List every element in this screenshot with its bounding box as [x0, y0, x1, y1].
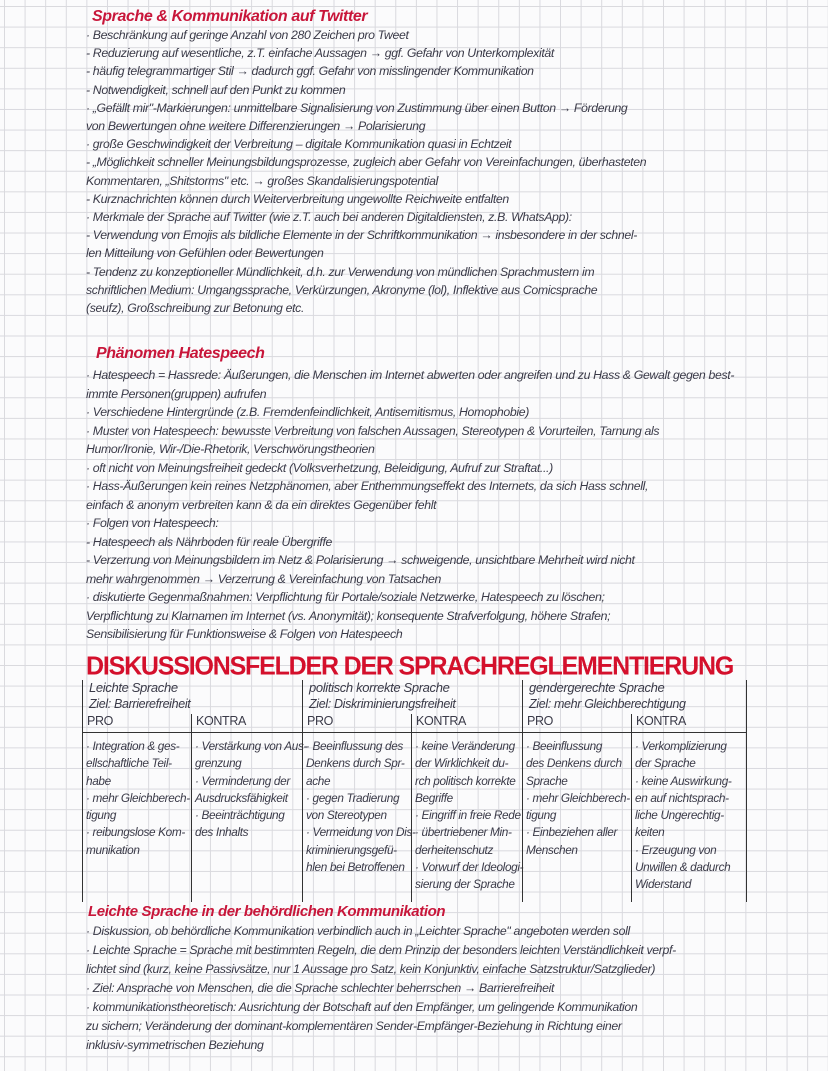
note-line: Kommentaren, „Shitstorms" etc. → großes Skandalisierungspotential — [86, 173, 439, 188]
note-line: · Verminderung der — [195, 773, 290, 788]
contra-items — [635, 738, 732, 894]
note-line: schriftlichen Medium: Umgangssprache, Verkürzungen, Akronyme (lol), Inflektive aus Comicsprache — [86, 282, 598, 297]
note-line: · Muster von Hatespeech: bewusste Verbreitung von falschen Aussagen, Stereotypen & Vorurteilen, Tarnung als — [86, 423, 660, 438]
note-line: hlen bei Betroffenen — [306, 860, 405, 875]
contra-label: KONTRA — [196, 714, 246, 728]
note-line: tigung — [526, 808, 557, 823]
note-line: · Merkmale der Sprache auf Twitter (wie z.T. auch bei anderen Digitaldiensten, z.B. WhatsApp): — [86, 210, 572, 225]
note-line: mehr wahrgenommen → Verzerrung & Vereinfachung von Tatsachen — [86, 571, 441, 586]
note-line: · diskutierte Gegenmaßnahmen: Verpflichtung für Portale/soziale Netzwerke, Hatespeech zu löschen; — [86, 590, 605, 604]
heading-discussion: DISKUSSIONSFELDER DER SPRACHREGLEMENTIERUNG — [86, 651, 734, 681]
contra-column — [191, 714, 308, 902]
pro-column — [303, 714, 416, 902]
note-line: - Notwendigkeit, schnell auf den Punkt zu kommen — [86, 82, 346, 97]
note-line: Sensibilisierung für Funktionsweise & Folgen von Hatespeech — [86, 627, 403, 641]
note-line: (seufz), Großschreibung zur Betonung etc. — [86, 301, 305, 316]
note-line: ellschaftliche Teil- — [86, 756, 172, 771]
note-line: lichtet sind (kurz, keine Passivsätze, nur 1 Aussage pro Satz, kein Konjunktiv, einfache Satzstruktur/Satzglieder) — [86, 962, 656, 976]
contra-label: KONTRA — [636, 714, 686, 728]
note-line: liche Ungerechtig- — [635, 808, 724, 823]
note-line: Ausdrucksfähigkeit — [195, 790, 288, 805]
note-line: · kommunikationstheoretisch: Ausrichtung der Botschaft auf den Empfänger, um gelingende Kommunikation — [86, 1000, 638, 1014]
heading-leichte-sprache: Leichte Sprache in der behördlichen Kommunikation — [88, 903, 446, 920]
note-line: - häufig telegrammartiger Stil → dadurch ggf. Gefahr von misslingender Kommunikation — [86, 64, 534, 79]
pro-column — [523, 714, 633, 902]
note-line: · mehr Gleichberech- — [526, 790, 630, 805]
contra-items — [195, 738, 307, 842]
note-line: · „Gefällt mir"-Markierungen: unmittelbare Signalisierung von Zustimmung über einen Button → Förderung — [86, 100, 628, 115]
group-title: politisch korrekte Sprache — [309, 680, 450, 695]
note-line: - Reduzierung auf wesentliche, z.T. einfache Aussagen → ggf. Gefahr von Unterkomplexität — [86, 46, 554, 61]
pro-label: PRO — [307, 714, 334, 728]
group-title: gendergerechte Sprache — [529, 680, 665, 695]
heading-hatespeech: Phänomen Hatespeech — [96, 345, 265, 362]
group-title: Leichte Sprache — [89, 680, 178, 695]
note-line: · Beeinflussung — [526, 739, 603, 753]
note-line: · gegen Tradierung — [306, 790, 400, 805]
note-line: Begriffe — [415, 790, 453, 805]
note-line: · Leichte Sprache = Sprache mit bestimmten Regeln, die dem Prinzip der besonders leichten Verständlichkeit verpf- — [86, 943, 676, 957]
note-line: · Folgen von Hatespeech: — [86, 516, 219, 530]
note-line: · Verschiedene Hintergründe (z.B. Fremdenfeindlichkeit, Antisemitismus, Homophobie) — [86, 405, 529, 419]
note-line: tigung — [86, 808, 117, 823]
twitter-notes — [86, 26, 806, 317]
note-line: · Integration & ges- — [86, 739, 180, 753]
pro-label: PRO — [527, 714, 554, 728]
note-line: · Erzeugung von — [635, 842, 717, 857]
group-goal: Ziel: Barrierefreiheit — [89, 697, 191, 711]
pro-items — [306, 738, 416, 876]
note-line: Widerstand — [635, 877, 692, 892]
contra-column — [411, 714, 522, 902]
note-line: · Vermeidung von Dis- — [306, 825, 416, 840]
note-line: · Hass-Äußerungen kein reines Netzphänomen, aber Enthemmungseffekt des Internets, da sich Hass schnell, — [86, 479, 649, 493]
note-line: Humor/Ironie, Wir-/Die-Rhetorik, Verschwörungstheorien — [86, 442, 375, 456]
contra-label: KONTRA — [416, 714, 466, 728]
note-line: · übertriebener Min- — [415, 825, 512, 840]
note-line: · große Geschwindigkeit der Verbreitung – digitale Kommunikation quasi in Echtzeit — [86, 137, 512, 152]
note-line: derheitenschutz — [415, 842, 494, 857]
note-line: des Inhalts — [195, 825, 249, 840]
note-line: · Ziel: Ansprache von Menschen, die die Sprache schlechter beherrschen → Barrierefreiheit — [86, 981, 555, 995]
note-line: immte Personen(gruppen) aufrufen — [86, 386, 267, 401]
note-line: · Vorwurf der Ideologi- — [415, 860, 524, 875]
note-line: len Mitteilung von Gefühlen oder Bewertungen — [86, 246, 324, 261]
pro-items — [526, 738, 630, 859]
pro-column — [83, 714, 193, 902]
contra-column — [631, 714, 742, 902]
pro-items — [86, 738, 190, 859]
note-line: · oft nicht von Meinungsfreiheit gedeckt (Volksverhetzung, Beleidigung, Aufruf zur Straftat...) — [86, 460, 553, 475]
note-line: Denkens durch Spr- — [306, 756, 405, 771]
note-line: Menschen — [526, 842, 578, 857]
note-line: zu sichern; Veränderung der dominant-komplementären Sender-Empfänger-Beziehung in Richtung einer — [86, 1019, 622, 1033]
discussion-table — [82, 680, 747, 902]
note-line: · Einbeziehen aller — [526, 825, 618, 840]
note-line: inklusiv-symmetrischen Beziehung — [86, 1038, 264, 1052]
note-line: munikation — [86, 842, 140, 857]
note-line: - Kurznachrichten können durch Weiterverbreitung ungewollte Reichweite entfalten — [86, 191, 509, 206]
note-line: ache — [306, 773, 331, 788]
contra-items — [415, 738, 523, 894]
note-line: - „Möglichkeit schneller Meinungsbildungsprozesse, zugleich aber Gefahr von Vereinfachungen, überhasteten — [86, 155, 647, 170]
group-leichte-sprache — [82, 680, 308, 902]
note-line: · Diskussion, ob behördliche Kommunikation verbindlich auch in „Leichter Sprache" angeboten werden soll — [86, 924, 630, 938]
note-line: sierung der Sprache — [415, 877, 515, 892]
note-line: von Stereotypen — [306, 808, 387, 823]
leichte-sprache-notes — [86, 922, 806, 1055]
note-line: der Wirklichkeit du- — [415, 756, 509, 771]
note-line: habe — [86, 773, 111, 788]
note-line: en auf nichtsprach- — [635, 790, 729, 805]
group-politisch-korrekt — [302, 680, 523, 902]
heading-twitter: Sprache & Kommunikation auf Twitter — [92, 8, 368, 25]
note-line: von Bewertungen ohne weitere Differenzierungen → Polarisierung — [86, 119, 426, 134]
note-line: · keine Veränderung — [415, 739, 515, 753]
note-line: einfach & anonym verbreiten kann & da ein direktes Gegenüber fehlt — [86, 497, 437, 512]
note-line: · keine Auswirkung- — [635, 773, 732, 788]
note-line: - Verwendung von Emojis als bildliche Elemente in der Schriftkommunikation → insbesondere in der schnel- — [86, 228, 637, 243]
note-line: · reibungslose Kom- — [86, 825, 185, 840]
note-line: - Verzerrung von Meinungsbildern im Netz & Polarisierung → schweigende, unsichtbare Mehrheit wird nicht — [86, 553, 635, 567]
note-line: - Tendenz zu konzeptioneller Mündlichkeit, d.h. zur Verwendung von mündlichen Sprachmustern im — [86, 264, 595, 279]
note-line: · Eingriff in freie Rede — [415, 808, 521, 823]
note-line: · Verkomplizierung — [635, 739, 727, 753]
note-line: · Beschränkung auf geringe Anzahl von 280 Zeichen pro Tweet — [86, 28, 409, 42]
note-line: · Beeinträchtigung — [195, 808, 285, 823]
note-line: Unwillen & dadurch — [635, 860, 731, 875]
note-line: - Hatespeech als Nährboden für reale Übergriffe — [86, 534, 333, 549]
note-line: der Sprache — [635, 756, 696, 771]
note-line: Verpflichtung zu Klarnamen im Internet (vs. Anonymität); konsequente Strafverfolgung, höhere Strafen; — [86, 608, 611, 623]
note-line: rch politisch korrekte — [415, 773, 516, 788]
note-line: · mehr Gleichberech- — [86, 790, 190, 805]
note-line: Sprache — [526, 773, 568, 788]
note-line: keiten — [635, 825, 665, 840]
note-line: · Beeinflussung des — [306, 739, 403, 753]
group-gendergerecht — [522, 680, 747, 902]
note-line: · Hatespeech = Hassrede: Äußerungen, die Menschen im Internet abwerten oder angreifen und zu Hass & Gewalt gegen best- — [86, 368, 735, 382]
note-line: des Denkens durch — [526, 756, 622, 771]
pro-label: PRO — [87, 714, 114, 728]
group-goal: Ziel: Diskriminierungsfreiheit — [309, 697, 456, 711]
note-line: kriminierungsgefü- — [306, 842, 397, 857]
note-line: · Verstärkung von Aus- — [195, 739, 308, 753]
group-goal: Ziel: mehr Gleichberechtigung — [529, 697, 686, 711]
note-line: grenzung — [195, 756, 242, 771]
hatespeech-notes — [86, 366, 806, 644]
